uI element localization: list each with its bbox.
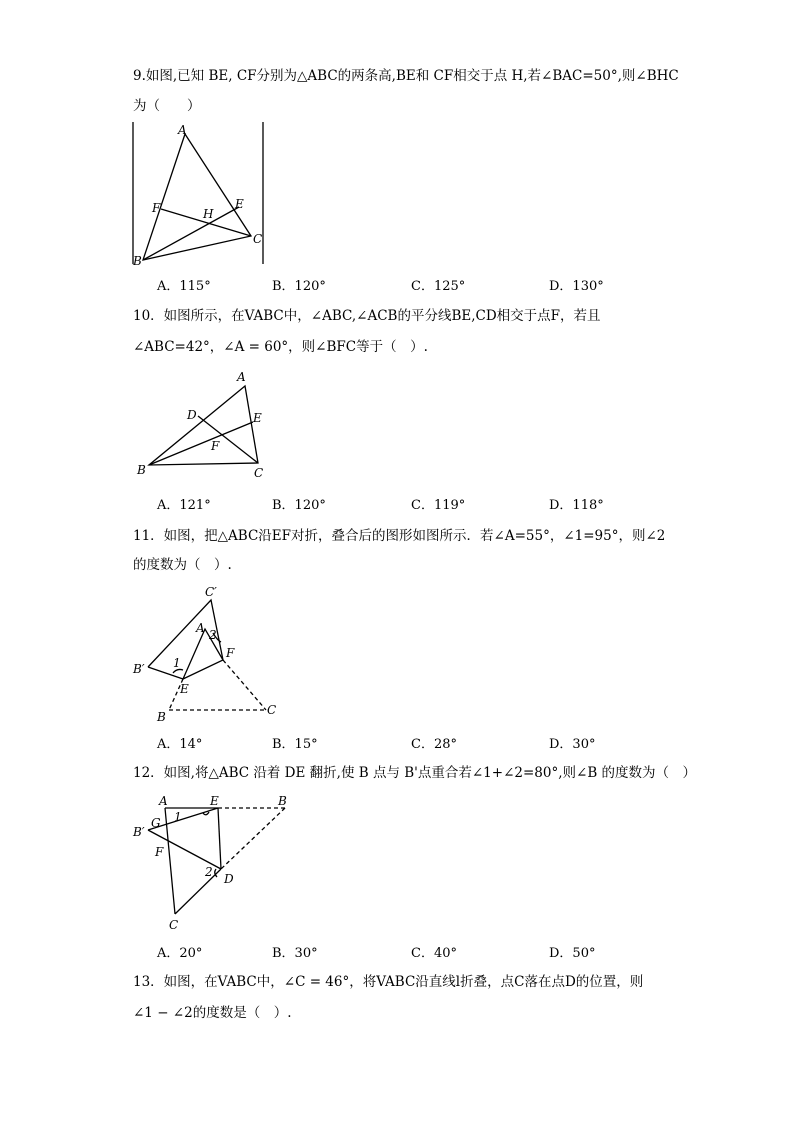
q12-label-c: C (169, 918, 179, 932)
q10-options (0, 494, 794, 512)
q10-stem-line1: 10．如图所示，在VABC中，∠ABC,∠ACB的平分线BE,CD相交于点F，若且 (133, 308, 601, 324)
q11-label-b-prime: B′ (133, 662, 145, 676)
q9-label-h: H (203, 207, 214, 221)
q12-label-2: 2 (205, 865, 213, 879)
q9-triangle-figure (133, 122, 268, 267)
q9-label-e: E (235, 197, 244, 211)
q11-label-c: C (267, 703, 277, 717)
q13-stem-line1: 13．如图，在VABC中，∠C = 46°，将VABC沿直线l折叠，点C落在点D的位置，则 (133, 974, 644, 990)
q10-label-c: C (254, 466, 264, 480)
q11-stem-line2: 的度数为（ ）. (133, 557, 232, 573)
q12-option-b[interactable]: B．30° (272, 946, 318, 961)
q11-label-b: B (157, 710, 166, 724)
q12-option-d[interactable]: D．50° (549, 946, 596, 961)
q11-stem-line1: 11．如图，把△ABC沿EF对折，叠合后的图形如图所示．若∠A=55°，∠1=95°，则∠2 (133, 528, 666, 544)
q10-option-a[interactable]: A．121° (157, 498, 211, 513)
q11-option-c[interactable]: C．28° (411, 737, 457, 752)
q9-label-a: A (178, 123, 187, 137)
q9-label-b: B (133, 254, 142, 268)
q12-label-g: G (151, 816, 161, 830)
q11-label-2: 2 (209, 628, 217, 642)
q12-label-f: F (155, 845, 164, 859)
q11-label-a: A (196, 621, 205, 635)
q9-option-c[interactable]: C．125° (411, 279, 466, 294)
q9-option-a[interactable]: A．115° (157, 279, 211, 294)
q9-label-c: C (253, 232, 263, 246)
q10-option-d[interactable]: D．118° (549, 498, 604, 513)
q10-label-d: D (187, 408, 197, 422)
q11-label-1: 1 (173, 656, 181, 670)
q11-option-a[interactable]: A．14° (157, 737, 203, 752)
q10-label-b: B (137, 463, 146, 477)
q12-folded-triangle-figure (133, 790, 298, 935)
q10-triangle-figure (133, 364, 283, 484)
q12-option-c[interactable]: C．40° (411, 946, 457, 961)
q11-folded-triangle-figure (133, 580, 293, 725)
q10-label-e: E (253, 411, 262, 425)
q11-label-e: E (180, 682, 189, 696)
q9-label-f: F (152, 201, 161, 215)
q12-label-a: A (159, 794, 168, 808)
q11-label-c-prime: C′ (205, 585, 217, 599)
q10-option-b[interactable]: B．120° (272, 498, 326, 513)
q11-options (0, 733, 794, 751)
q9-stem-line1: 9.如图,已知 BE, CF分别为△ABC的两条高,BE和 CF相交于点 H,若∠BAC=50°,则∠BHC (133, 68, 679, 84)
q10-option-c[interactable]: C．119° (411, 498, 466, 513)
q10-stem-line2: ∠ABC=42°，∠A = 60°，则∠BFC等于（ ）. (133, 339, 428, 355)
q9-options (0, 275, 794, 293)
q11-option-d[interactable]: D．30° (549, 737, 596, 752)
q12-option-a[interactable]: A．20° (157, 946, 203, 961)
q9-option-d[interactable]: D．130° (549, 279, 604, 294)
q12-options (0, 942, 794, 960)
q10-label-a: A (237, 370, 246, 384)
q12-stem-line1: 12．如图,将△ABC 沿着 DE 翻折,使 B 点与 B'点重合若∠1+∠2=80°,则∠B 的度数为（ ） (133, 765, 697, 781)
q12-label-e: E (210, 794, 219, 808)
q10-label-f: F (211, 439, 220, 453)
q12-label-b-prime: B′ (133, 825, 145, 839)
q12-label-d: D (224, 872, 234, 886)
q11-option-b[interactable]: B．15° (272, 737, 318, 752)
q9-stem-line2: 为（ ） (133, 98, 201, 114)
q12-label-b: B (278, 794, 287, 808)
q11-label-f: F (226, 646, 235, 660)
q9-option-b[interactable]: B．120° (272, 279, 326, 294)
q13-stem-line2: ∠1 − ∠2的度数是（ ）. (133, 1005, 292, 1021)
q12-label-1: 1 (174, 810, 182, 824)
